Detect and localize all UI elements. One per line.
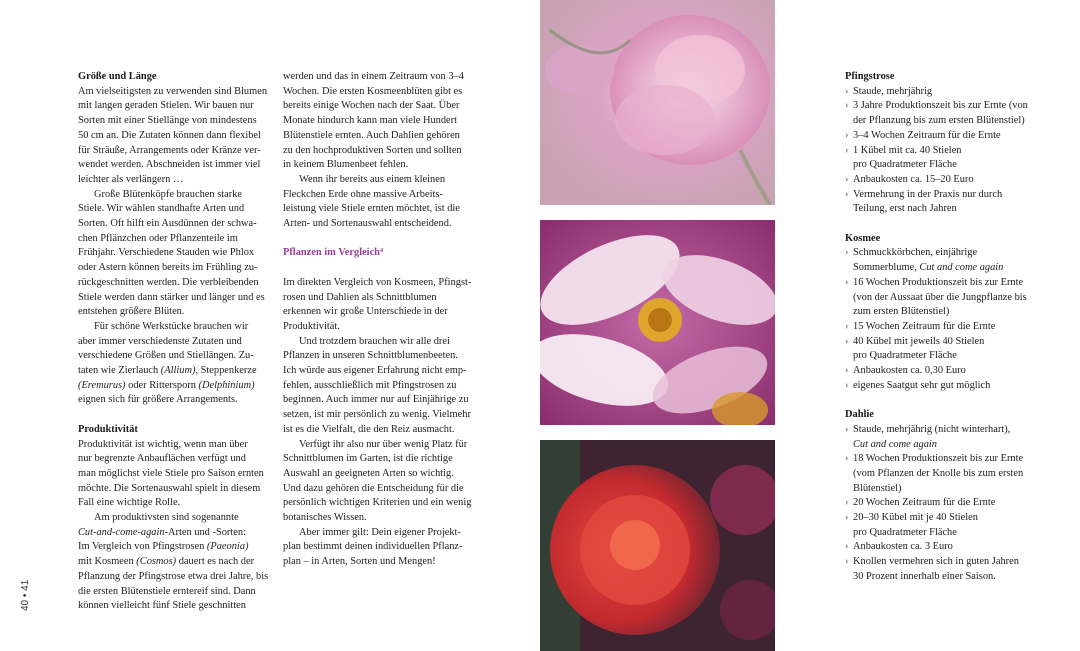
text-column-1 (78, 70, 274, 614)
paragraph: werden und das in einem Zeitraum von 3–4 Wochen. Die ersten Kosmeenblüten gibt es bereits einige Wochen nach der Saat. Über Monate hindurch kann man viele Hundert Blütenstiele ernten. Auch Dahlien gehören zu den hochproduktiven Sorten und sollten in keinem Blumenbeet fehlen. (283, 71, 464, 171)
list-item: › Anbaukosten ca. 0,30 Euro (845, 364, 1041, 379)
paragraph: Im direkten Vergleich von Kosmeen, Pfingst- rosen und Dahlien als Schnittblumen erkennen wir große Unterschiede in der Produktivität. (283, 276, 472, 332)
paragraph: Große Blütenköpfe brauchen starke Stiele. Wir wählen standhafte Arten und Sorten. Oft hilft ein Ausdünnen der schwa- chen Pflänzchen oder Pflanzenteile im Frühjahr. Verschiedene Stauden wie Phlox oder Astern können bereits im Frühling zu- rückgeschnitten werden. Die verbleibenden Stiele werden dann stärker und länger und es entstehen größere Blüten. (78, 188, 265, 318)
list-item: › Vermehrung in der Praxis nur durch Teilung, erst nach Jahren (845, 188, 1041, 217)
list-item: › Staude, mehrjährig (nicht winterhart), Cut and come again (845, 423, 1041, 452)
list-item: › Staude, mehrjährig (845, 85, 1041, 100)
paragraph: Für schöne Werkstücke brauchen wir aber immer verschiedenste Zutaten und verschiedene Größen und Stiellängen. Zu- taten wie Zierlauch (Allium), Steppenkerze (Eremurus) oder Rittersporn (Delphinium) eignen sich für größere Arrangements. (78, 320, 257, 406)
paragraph: Verfügt ihr also nur über wenig Platz für Schnittblumen im Garten, ist die richtige Auswahl an geeigneten Arten so wichtig. Und dazu gehören die Entscheidung für die persönlich wichtigen Kriterien und ein wenig botanisches Wissen. (283, 438, 472, 524)
list-item: › 16 Wochen Produktionszeit bis zur Ernte (von der Aussaat über die Jungpflanze bis zum ersten Blütenstiel) (845, 276, 1041, 320)
paragraph: Am produktivsten sind sogenannte Cut-and-come-again-Arten und -Sorten: Im Vergleich von Pfingstrosen (Paeonia) mit Kosmeen (Cosmos) dauert es nach der Pflanzung der Pfingstrose etwa drei Jahre, bis die ersten Blütenstiele erntereif sind. Dann können vielleicht fünf Stiele geschnitten (78, 512, 269, 612)
heading-pflanzen-im-vergleich: Pflanzen im Vergleich⁴ (283, 247, 384, 259)
paragraph: Am vielseitigsten zu verwenden sind Blumen mit langen geraden Stielen. Wir bauen nur Sorten mit einer Stiellänge von mindestens 50 cm an. Die Zutaten können dann flexibel für Sträuße, Arrangements oder Kränze ver- wendet werden. Abschneiden ist immer viel leichter als verlängern … (78, 85, 268, 185)
list-item: › 1 Kübel mit ca. 40 Stielen pro Quadratmeter Fläche (845, 144, 1041, 173)
list-item: › 40 Kübel mit jeweils 40 Stielen pro Quadratmeter Fläche (845, 335, 1041, 364)
heading-produktivitaet: Produktivität (78, 423, 138, 435)
list-item: › 20–30 Kübel mit je 40 Stielen pro Quadratmeter Fläche (845, 511, 1041, 540)
heading-dahlie: Dahlie (845, 409, 874, 421)
list-item: › Schmuckkörbchen, einjährige Sommerblume, Cut and come again (845, 246, 1041, 275)
list-item: › 3–4 Wochen Zeitraum für die Ernte (845, 129, 1041, 144)
list-item: › Anbaukosten ca. 15–20 Euro (845, 173, 1041, 188)
list-item: › Knollen vermehren sich in guten Jahren 30 Prozent innerhalb einer Saison. (845, 555, 1041, 584)
photo-cosmos (540, 220, 775, 425)
page-number: 40 • 41 (20, 579, 31, 611)
list-item: › 15 Wochen Zeitraum für die Ernte (845, 320, 1041, 335)
list-item: › Anbaukosten ca. 3 Euro (845, 540, 1041, 555)
list-pfingstrose (845, 85, 1041, 217)
photo-dahlia (540, 440, 775, 651)
photo-peony (540, 0, 775, 205)
heading-pfingstrose: Pfingstrose (845, 71, 895, 82)
text-column-3 (845, 70, 1041, 585)
paragraph: Aber immer gilt: Dein eigener Projekt- plan bestimmt deinen individuellen Pflanz- plan – in Arten, Sorten und Mengen! (283, 526, 463, 568)
text-column-2 (283, 70, 483, 570)
heading-groesse-laenge: Größe und Länge (78, 71, 157, 82)
paragraph: Wenn ihr bereits aus einem kleinen Fleckchen Erde ohne massive Arbeits- leistung viele Stiele ernten möchtet, ist die Arten- und Sortenauswahl entscheidend. (283, 173, 460, 230)
list-item: › 18 Wochen Produktionszeit bis zur Ernte (vom Pflanzen der Knolle bis zum ersten Blütenstiel) (845, 452, 1041, 496)
heading-kosmee: Kosmee (845, 232, 881, 244)
paragraph: Produktivität ist wichtig, wenn man über nur begrenzte Anbauflächen verfügt und man möglichst viele Stiele pro Saison ernten möchte. Die Sortenauswahl spielt in diesem Fall eine wichtige Rolle. (78, 438, 264, 509)
list-item: › 3 Jahre Produktionszeit bis zur Ernte (von der Pflanzung bis zum ersten Blütenstiel) (845, 99, 1041, 128)
paragraph: Und trotzdem brauchen wir alle drei Pflanzen in unseren Schnittblumenbeeten. Ich würde aus eigener Erfahrung nicht emp- fehlen, ausschließlich mit Pfingstrosen zu beginnen. Auch immer nur auf Einjährige zu setzen, ist mir persönlich zu wenig. Vielmehr ist es die Vielfalt, die den Reiz ausmacht. (283, 335, 471, 435)
list-dahlie (845, 423, 1041, 585)
list-kosmee (845, 246, 1041, 393)
list-item: › eigenes Saatgut sehr gut möglich (845, 379, 1041, 394)
list-item: › 20 Wochen Zeitraum für die Ernte (845, 496, 1041, 511)
